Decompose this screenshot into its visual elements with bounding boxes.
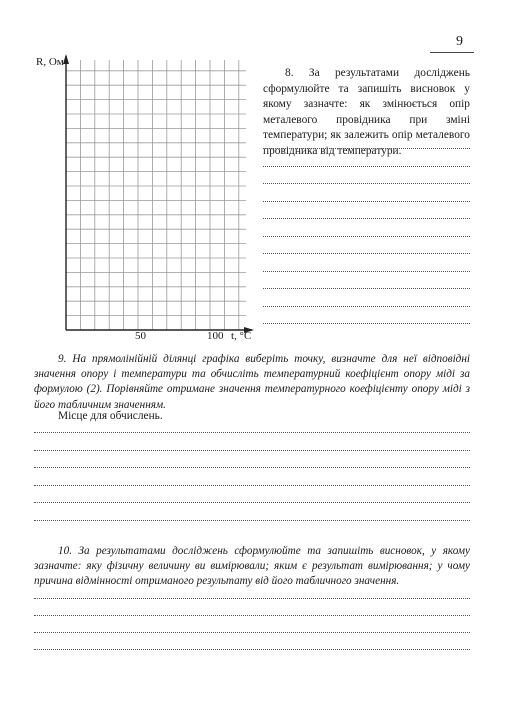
answer-line[interactable] <box>263 253 470 254</box>
answer-line[interactable] <box>34 502 470 503</box>
answer-line[interactable] <box>34 520 470 521</box>
answer-line[interactable] <box>34 485 470 486</box>
answer-line[interactable] <box>263 236 470 237</box>
answer-line[interactable] <box>263 148 470 149</box>
task-9-text: 9. На прямолінійній ділянці графіка виберіть точку, визначте для неї відповідні значення опору і температури та обчисліть температурний коефіцієнт опору міді за формулою (2). Порівняйте отримане значення температурного коефіцієнту опору міді з його табличним значенням. <box>34 353 470 411</box>
answer-line[interactable] <box>263 271 470 272</box>
answer-line[interactable] <box>34 467 470 468</box>
answer-line[interactable] <box>34 615 470 616</box>
answer-line[interactable] <box>263 288 470 289</box>
answer-line[interactable] <box>263 306 470 307</box>
task-8-text: 8. За результатами досліджень сформулюйте та запишіть висновок у якому зазначте: як змінюється опір металевого провідника при зміні температури; як залежить опір металевого провідника від температури. <box>263 67 470 157</box>
answer-line[interactable] <box>263 183 470 184</box>
task-10-text: 10. За результатами досліджень сформулюйте та запишіть висновок, у якому зазначте: яку фізичну величину ви вимірювали; яким є результат вимірювання; у чому причина відмінності отриманого результату від його табличного значення. <box>34 545 470 588</box>
answer-line[interactable] <box>263 323 470 324</box>
answer-line[interactable] <box>34 598 470 599</box>
y-axis-label: R, Ом <box>36 56 64 68</box>
page-number: 9 <box>456 34 463 49</box>
grid-lines <box>66 60 246 330</box>
answer-line[interactable] <box>34 450 470 451</box>
answer-line[interactable] <box>34 632 470 633</box>
x-tick-label-100: 100 <box>207 330 224 342</box>
answer-line[interactable] <box>34 432 470 433</box>
answer-line[interactable] <box>34 649 470 650</box>
x-tick-label-50: 50 <box>135 330 146 342</box>
x-axis-label: t, °С <box>231 330 252 342</box>
graph-axes <box>63 54 254 333</box>
answer-line[interactable] <box>263 218 470 219</box>
answer-line[interactable] <box>263 201 470 202</box>
calculation-space-label: Місце для обчислень. <box>58 410 163 422</box>
answer-line[interactable] <box>263 166 470 167</box>
